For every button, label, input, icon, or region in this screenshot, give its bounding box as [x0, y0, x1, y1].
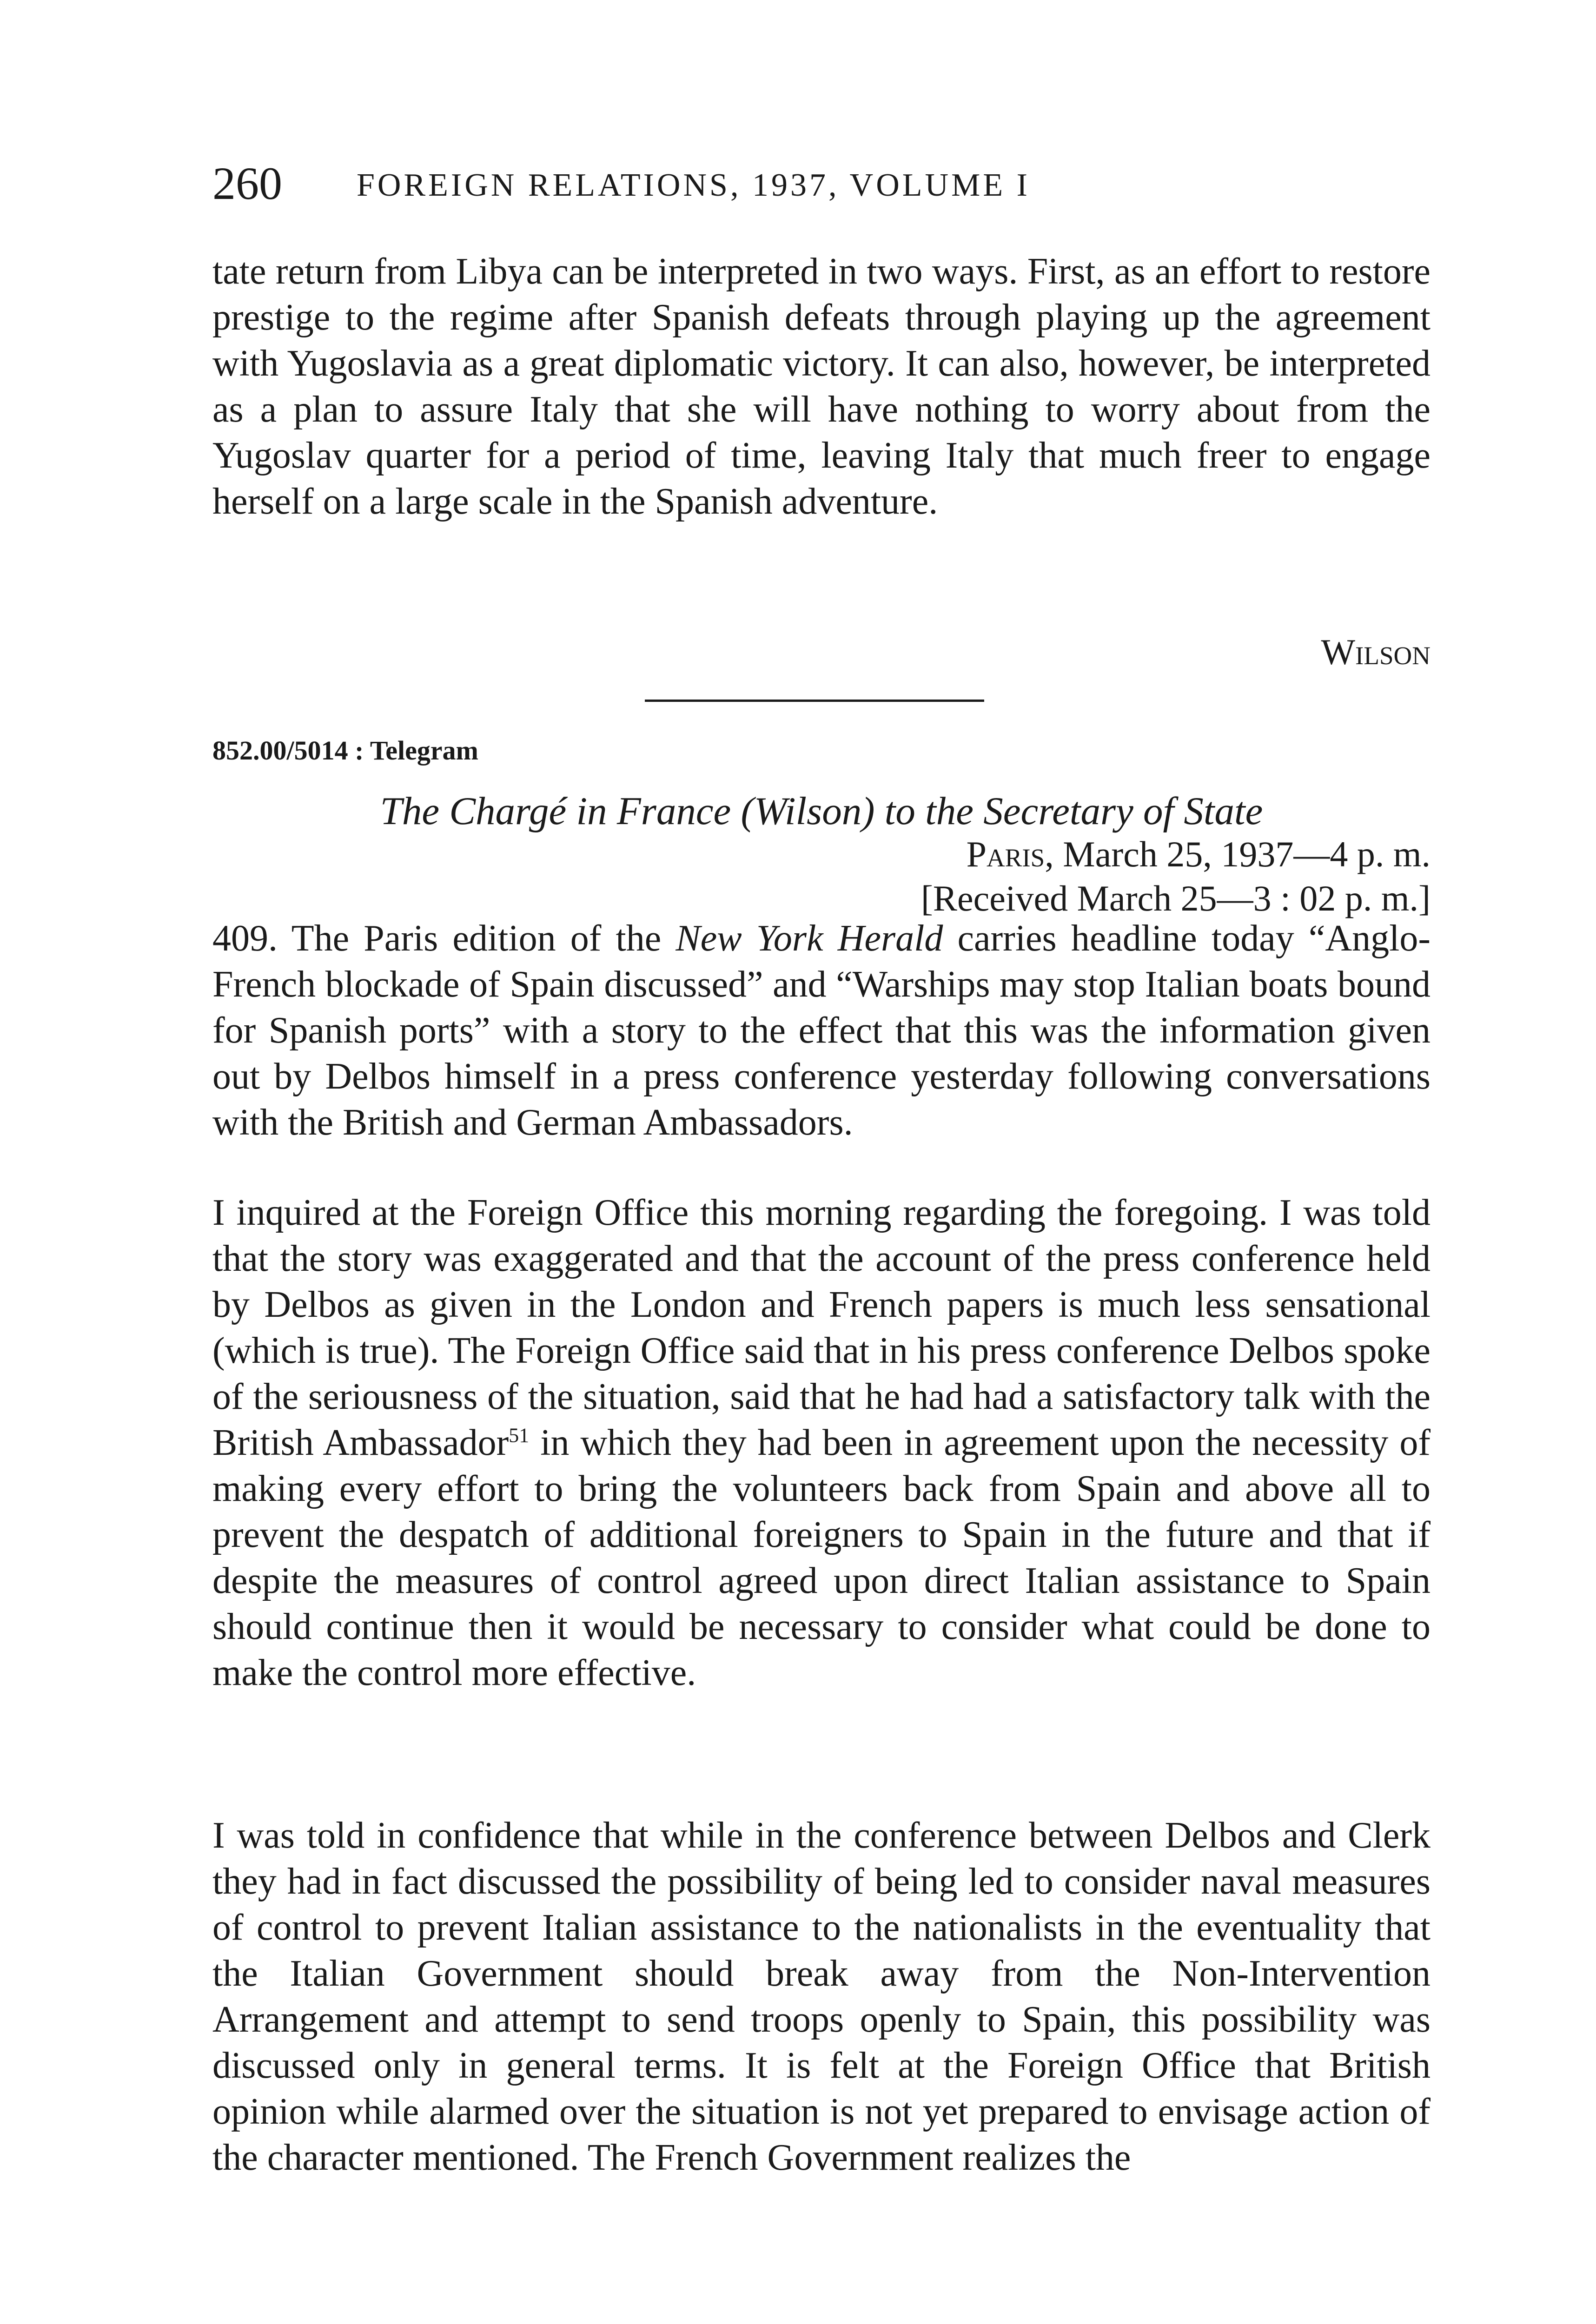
para2-start: I inquired at the Foreign Office this morning regarding the foregoing. I was told that the story was exaggerated and that the account of the press conference held by Delbos as given in the London and French papers is much less sensational (which is true). The Foreign Office said that in his press conference Delbos spoke of the seriousness of the situation, said that he had had a satisfactory talk with the British Ambassador	[212, 1192, 1430, 1463]
file-reference: 852.00/5014 : Telegram	[212, 735, 478, 766]
section-divider	[645, 700, 984, 702]
body-paragraph-2	[212, 1190, 1430, 1696]
signature: Wilson	[1321, 632, 1430, 672]
dateline-city: Paris,	[966, 834, 1054, 874]
body-paragraph-1	[212, 916, 1430, 1146]
newspaper-title: New York Herald	[675, 918, 943, 959]
dateline-sent	[697, 832, 1430, 876]
running-title: FOREIGN RELATIONS, 1937, VOLUME I	[357, 167, 1030, 203]
para1-start: 409. The Paris edition of the	[212, 918, 676, 959]
running-head	[212, 158, 1430, 209]
document-heading: The Chargé in France (Wilson) to the Secretary of State	[380, 789, 1263, 833]
dateline-date: March 25, 1937—4 p. m.	[1063, 834, 1430, 874]
page-number: 260	[212, 158, 282, 209]
dateline-received: [Received March 25—3 : 02 p. m.]	[921, 878, 1430, 918]
para2-rest: in which they had been in agreement upon the necessity of making every effort to bring the volunteers back from Spain and above all to prevent the despatch of additional foreigners to Spain in the future and that if despite the measures of control agreed upon direct Italian assistance to Spain should continue then it would be necessary to consider what could be done to make the control more effective.	[212, 1422, 1430, 1693]
continuation-paragraph: tate return from Libya can be interpreted in two ways. First, as an effort to restore prestige to the regime after Spanish defeats through playing up the agreement with Yugoslavia as a great diplomatic victory. It can also, however, be interpreted as a plan to assure Italy that she will have nothing to worry about from the Yugoslav quarter for a period of time, leaving Italy that much freer to engage herself on a large scale in the Spanish adventure.	[212, 251, 1430, 522]
para1-rest: carries headline today “Anglo-French blockade of Spain discussed” and “Warships may stop Italian boats bound for Spanish ports” with a story to the effect that this was the information given out by Delbos himself in a press conference yesterday following conversations with the British and German Ambassadors.	[212, 918, 1431, 1143]
footnote-reference: 51	[509, 1424, 530, 1447]
body-paragraph-3: I was told in confidence that while in the conference between Delbos and Clerk they had in fact discussed the possibility of being led to consider naval measures of control to prevent Italian assistance to the nationalists in the eventuality that the Italian Government should break away from the Non-Intervention Arrangement and attempt to send troops openly to Spain, this possibility was discussed only in general terms. It is felt at the Foreign Office that British opinion while alarmed over the situation is not yet prepared to envisage action of the character mentioned. The French Government realizes the	[212, 1815, 1430, 2178]
dateline	[697, 832, 1430, 920]
